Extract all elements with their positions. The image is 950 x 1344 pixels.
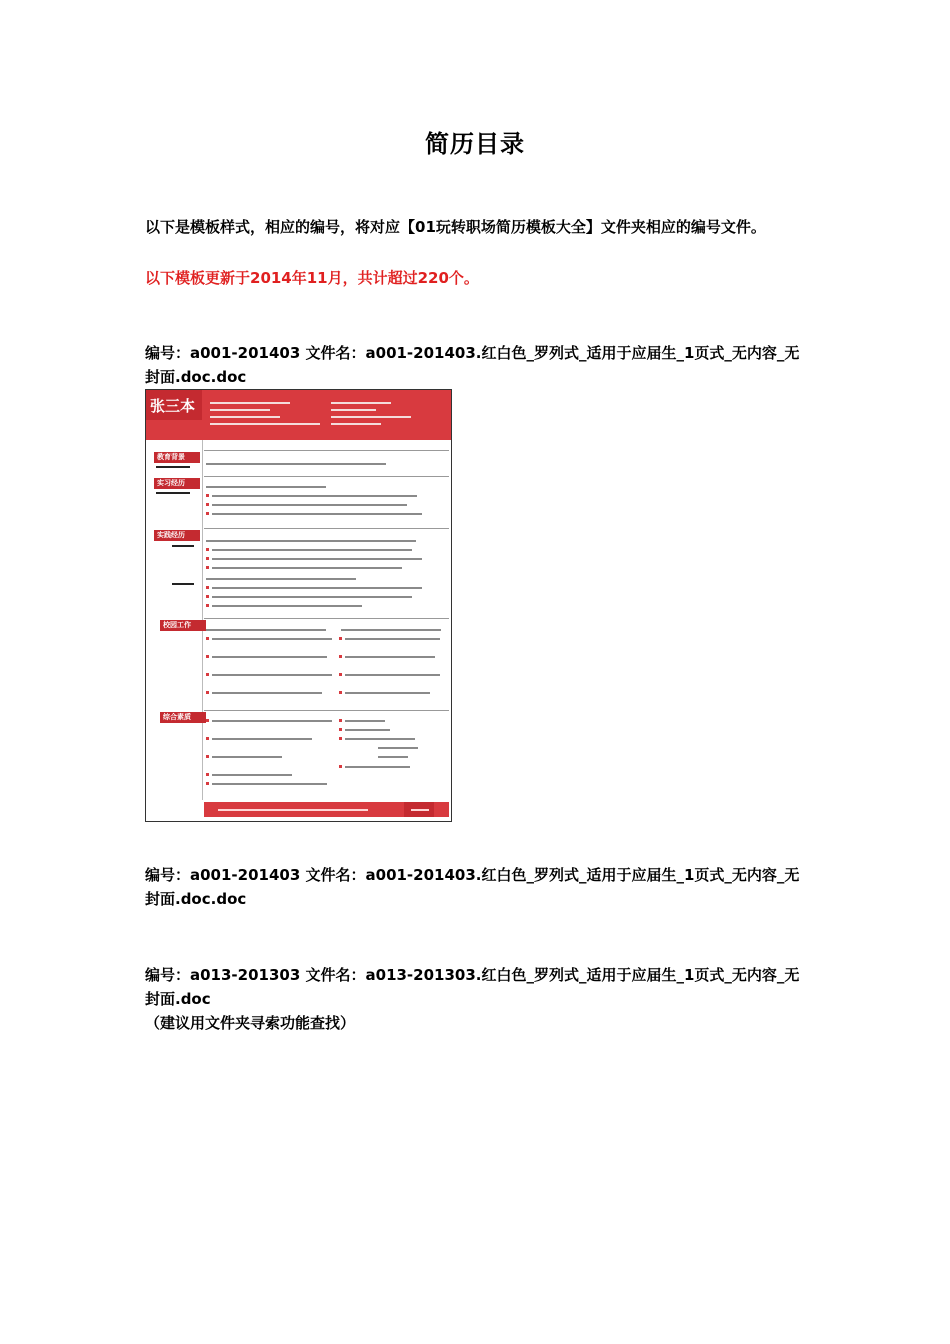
entry-1-line2: 封面.doc.doc — [145, 368, 247, 386]
entry-3-line2: 封面.doc — [145, 990, 211, 1008]
search-tip: （建议用文件夹寻索功能查找） — [145, 1014, 356, 1032]
entry-3-line1: 编号：a013-201303 文件名：a013-201303.红白色_罗列式_适用于应届生_1页式_无内容_无 — [145, 966, 800, 984]
label-education: 教育背景 — [154, 452, 200, 463]
thumbnail-name: 张三本 — [150, 397, 196, 415]
entry-2-line1: 编号：a001-201403 文件名：a001-201403.红白色_罗列式_适用于应届生_1页式_无内容_无 — [145, 866, 800, 884]
resume-thumbnail[interactable] — [145, 389, 452, 822]
label-practice: 实践经历 — [154, 530, 200, 541]
update-note: 以下模板更新于2014年11月，共计超过220个。 — [145, 269, 479, 287]
label-skills: 综合素质 — [160, 712, 206, 723]
intro-text: 以下是模板样式，相应的编号，将对应【01玩转职场简历模板大全】文件夹相应的编号文件。 — [145, 218, 766, 236]
entry-1 — [145, 341, 825, 389]
entry-3 — [145, 963, 825, 1035]
thumbnail-name-box — [146, 390, 202, 420]
label-internship: 实习经历 — [154, 478, 200, 489]
entry-1-line1: 编号：a001-201403 文件名：a001-201403.红白色_罗列式_适用于应届生_1页式_无内容_无 — [145, 344, 800, 362]
page-title: 简历目录 — [425, 130, 525, 158]
entry-2-line2: 封面.doc.doc — [145, 890, 247, 908]
entry-2 — [145, 863, 825, 911]
label-campus: 校园工作 — [160, 620, 206, 631]
